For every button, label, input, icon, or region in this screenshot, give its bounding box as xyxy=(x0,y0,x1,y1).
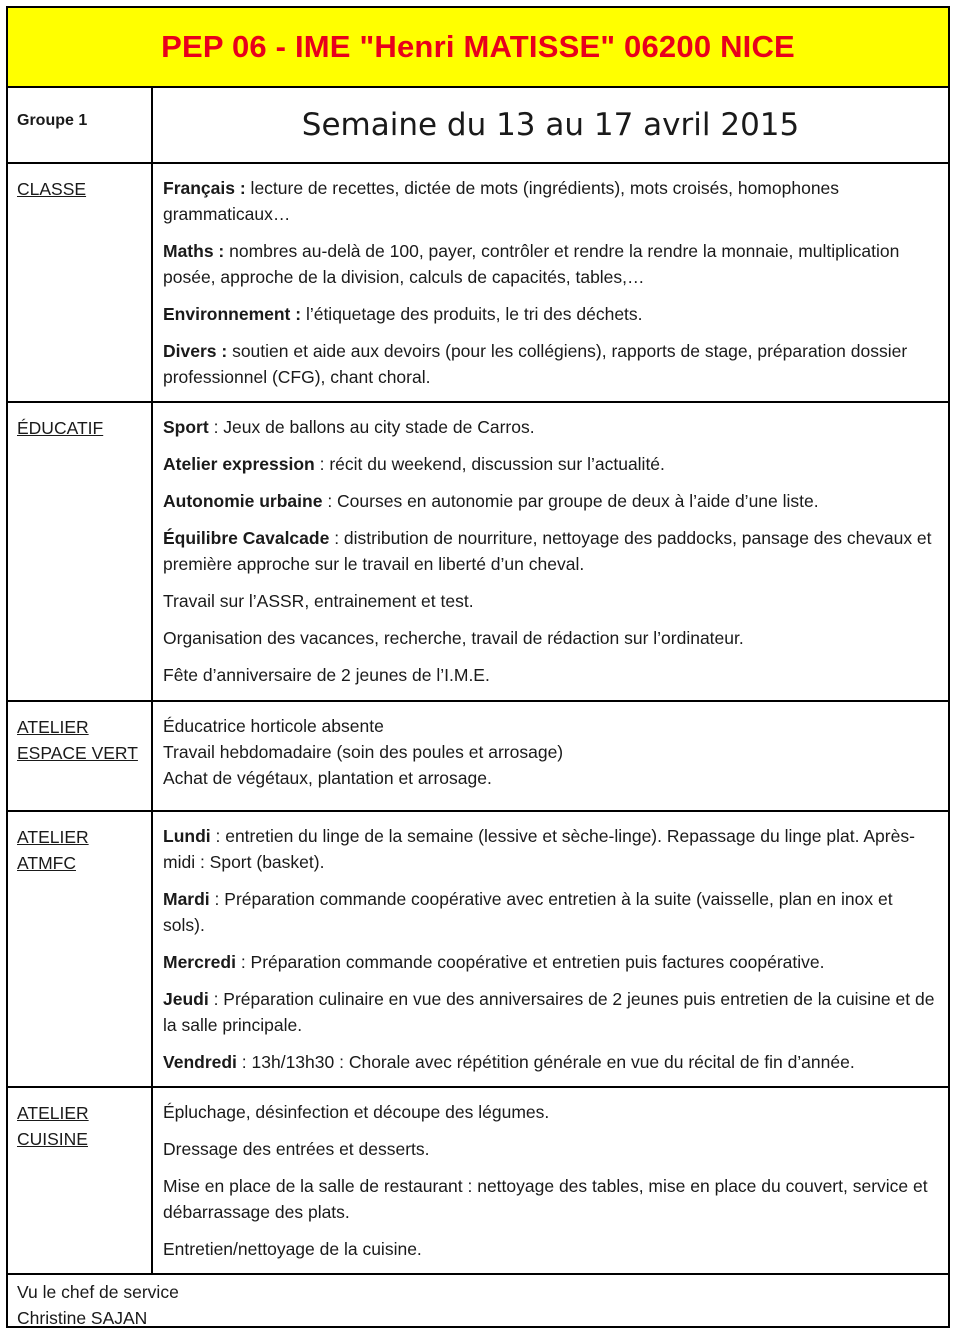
page-title: PEP 06 - IME "Henri MATISSE" 06200 NICE xyxy=(161,29,795,64)
list-item: Autonomie urbaine : Courses en autonomie par groupe de deux à l’aide d’une liste. xyxy=(163,491,819,511)
section-label-cuisine: ATELIER CUISINE xyxy=(8,1088,153,1273)
list-item: Épluchage, désinfection et découpe des légumes. xyxy=(163,1102,550,1122)
list-item: Dressage des entrées et desserts. xyxy=(163,1139,430,1159)
section-content-atmfc xyxy=(153,812,948,1086)
list-item: Divers : soutien et aide aux devoirs (pour les collégiens), rapports de stage, préparation dossier professionnel (CFG), chant choral. xyxy=(163,341,908,387)
list-item: Mise en place de la salle de restaurant : nettoyage des tables, mise en place du couvert, service et débarrassage des plats. xyxy=(163,1176,928,1222)
section-espace-vert xyxy=(8,702,948,812)
list-item: Entretien/nettoyage de la cuisine. xyxy=(163,1239,422,1259)
section-content-educatif xyxy=(153,403,948,700)
signature-name: Christine SAJAN xyxy=(17,1308,148,1328)
list-item: Organisation des vacances, recherche, travail de rédaction sur l’ordinateur. xyxy=(163,628,744,648)
list-item: Maths : nombres au-delà de 100, payer, contrôler et rendre la rendre la monnaie, multiplication posée, approche de la division, calculs de capacités, tables,… xyxy=(163,241,900,287)
list-item: Environnement : l’étiquetage des produits, le tri des déchets. xyxy=(163,304,643,324)
list-item: Mercredi : Préparation commande coopérative et entretien puis factures coopérative. xyxy=(163,952,825,972)
section-label-espace-vert: ATELIER ESPACE VERT xyxy=(8,702,153,810)
list-item: Travail hebdomadaire (soin des poules et arrosage) xyxy=(163,742,564,762)
list-item: Atelier expression : récit du weekend, discussion sur l’actualité. xyxy=(163,454,665,474)
section-content-espace-vert xyxy=(153,702,948,810)
section-atmfc xyxy=(8,812,948,1088)
title-row xyxy=(8,88,948,164)
list-item: Travail sur l’ASSR, entrainement et test. xyxy=(163,591,474,611)
signature-block xyxy=(8,1275,948,1331)
group-label: Groupe 1 xyxy=(8,88,153,162)
section-content-cuisine xyxy=(153,1088,948,1273)
section-classe xyxy=(8,164,948,403)
schedule-sheet xyxy=(6,6,950,1328)
signature-line: Vu le chef de service xyxy=(17,1282,179,1302)
list-item: Vendredi : 13h/13h30 : Chorale avec répétition générale en vue du récital de fin d’année. xyxy=(163,1052,855,1072)
list-item: Équilibre Cavalcade : distribution de nourriture, nettoyage des paddocks, pansage des chevaux et première approche sur le travail en liberté d’un cheval. xyxy=(163,528,932,574)
section-content-classe xyxy=(153,164,948,401)
header-banner xyxy=(8,8,948,88)
section-cuisine xyxy=(8,1088,948,1275)
list-item: Français : lecture de recettes, dictée de mots (ingrédients), mots croisés, homophones grammaticaux… xyxy=(163,178,840,224)
list-item: Jeudi : Préparation culinaire en vue des anniversaires de 2 jeunes puis entretien de la cuisine et de la salle principale. xyxy=(163,989,935,1035)
section-label-classe: CLASSE xyxy=(8,164,153,401)
list-item: Éducatrice horticole absente xyxy=(163,716,384,736)
list-item: Fête d’anniversaire de 2 jeunes de l’I.M.E. xyxy=(163,665,490,685)
section-educatif xyxy=(8,403,948,702)
week-cell xyxy=(153,88,948,162)
section-label-atmfc: ATELIER ATMFC xyxy=(8,812,153,1086)
section-label-educatif: ÉDUCATIF xyxy=(8,403,153,700)
list-item: Lundi : entretien du linge de la semaine (lessive et sèche-linge). Repassage du linge plat. Après-midi : Sport (basket). xyxy=(163,826,915,872)
week-title: Semaine du 13 au 17 avril 2015 xyxy=(301,107,800,143)
list-item: Sport : Jeux de ballons au city stade de Carros. xyxy=(163,417,535,437)
list-item: Achat de végétaux, plantation et arrosage. xyxy=(163,768,492,788)
list-item: Mardi : Préparation commande coopérative avec entretien à la suite (vaisselle, plan en inox et sols). xyxy=(163,889,893,935)
